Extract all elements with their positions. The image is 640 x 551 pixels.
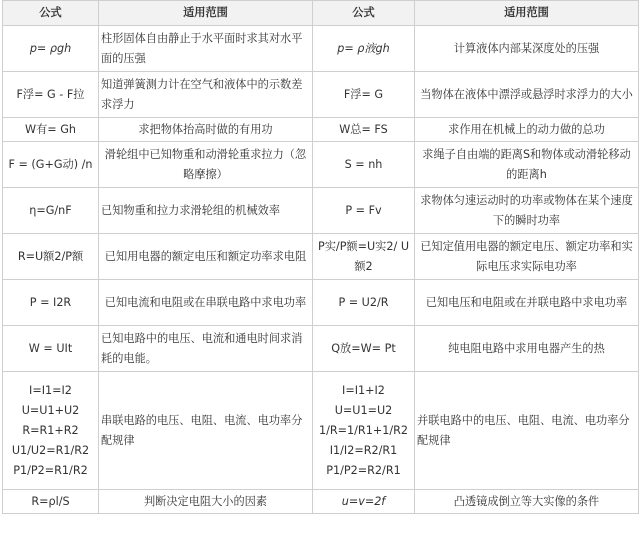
formula-cell: Q放=W= Pt	[313, 326, 415, 372]
table-row	[3, 372, 639, 490]
scope-cell: 当物体在液体中漂浮或悬浮时求浮力的大小	[415, 72, 639, 118]
formula-cell: W总= FS	[313, 118, 415, 142]
formula-cell: P = U2/R	[313, 280, 415, 326]
scope-cell: 凸透镜成倒立等大实像的条件	[415, 490, 639, 514]
scope-cell: 已知电流和电阻或在串联电路中求电功率	[99, 280, 313, 326]
header-scope-1: 适用范围	[99, 1, 313, 26]
formula-cell: η=G/nF	[3, 188, 99, 234]
formula-cell: R=ρl/S	[3, 490, 99, 514]
scope-cell: 已知电压和电阻或在并联电路中求电功率	[415, 280, 639, 326]
formula-cell: W = UIt	[3, 326, 99, 372]
table-row	[3, 188, 639, 234]
scope-cell: 计算液体内部某深度处的压强	[415, 26, 639, 72]
formula-cell: u=v=2f	[313, 490, 415, 514]
scope-cell: 知道弹簧测力计在空气和液体中的示数差求浮力	[99, 72, 313, 118]
scope-cell: 判断决定电阻大小的因素	[99, 490, 313, 514]
formula-cell: P = I2R	[3, 280, 99, 326]
formula-cell: p= ρ液gh	[313, 26, 415, 72]
table-row	[3, 326, 639, 372]
header-formula-2: 公式	[313, 1, 415, 26]
formula-cell: F浮= G - F拉	[3, 72, 99, 118]
scope-cell: 已知用电器的额定电压和额定功率求电阻	[99, 234, 313, 280]
table-row	[3, 280, 639, 326]
formula-cell: I=I1=I2 U=U1+U2 R=R1+R2 U1/U2=R1/R2 P1/P2=R1/R2	[3, 372, 99, 490]
scope-cell: 串联电路的电压、电阻、电流、电功率分配规律	[99, 372, 313, 490]
scope-cell: 滑轮组中已知物重和动滑轮重求拉力（忽略摩擦）	[99, 142, 313, 188]
formula-cell: W有= Gh	[3, 118, 99, 142]
scope-cell: 柱形固体自由静止于水平面时求其对水平面的压强	[99, 26, 313, 72]
table-row	[3, 72, 639, 118]
table-row	[3, 490, 639, 514]
formula-cell: P = Fv	[313, 188, 415, 234]
formula-cell: F浮= G	[313, 72, 415, 118]
formula-cell: R=U额2/P额	[3, 234, 99, 280]
scope-cell: 已知物重和拉力求滑轮组的机械效率	[99, 188, 313, 234]
formula-cell: I=I1+I2 U=U1=U2 1/R=1/R1+1/R2 I1/I2=R2/R1 P1/P2=R2/R1	[313, 372, 415, 490]
header-scope-2: 适用范围	[415, 1, 639, 26]
physics-formula-table	[2, 0, 639, 514]
formula-cell: p= ρgh	[3, 26, 99, 72]
scope-cell: 求物体匀速运动时的功率或物体在某个速度下的瞬时功率	[415, 188, 639, 234]
table-row	[3, 234, 639, 280]
scope-cell: 求作用在机械上的动力做的总功	[415, 118, 639, 142]
table-header-row	[3, 1, 639, 26]
table-row	[3, 142, 639, 188]
scope-cell: 已知电路中的电压、电流和通电时间求消耗的电能。	[99, 326, 313, 372]
scope-cell: 求把物体抬高时做的有用功	[99, 118, 313, 142]
table-row	[3, 118, 639, 142]
scope-cell: 已知定值用电器的额定电压、额定功率和实际电压求实际电功率	[415, 234, 639, 280]
formula-cell: P实/P额=U实2/ U额2	[313, 234, 415, 280]
table-row	[3, 26, 639, 72]
scope-cell: 求绳子自由端的距离S和物体或动滑轮移动的距离h	[415, 142, 639, 188]
header-formula-1: 公式	[3, 1, 99, 26]
scope-cell: 并联电路中的电压、电阻、电流、电功率分配规律	[415, 372, 639, 490]
formula-cell: F = (G+G动) /n	[3, 142, 99, 188]
scope-cell: 纯电阻电路中求用电器产生的热	[415, 326, 639, 372]
formula-cell: S = nh	[313, 142, 415, 188]
